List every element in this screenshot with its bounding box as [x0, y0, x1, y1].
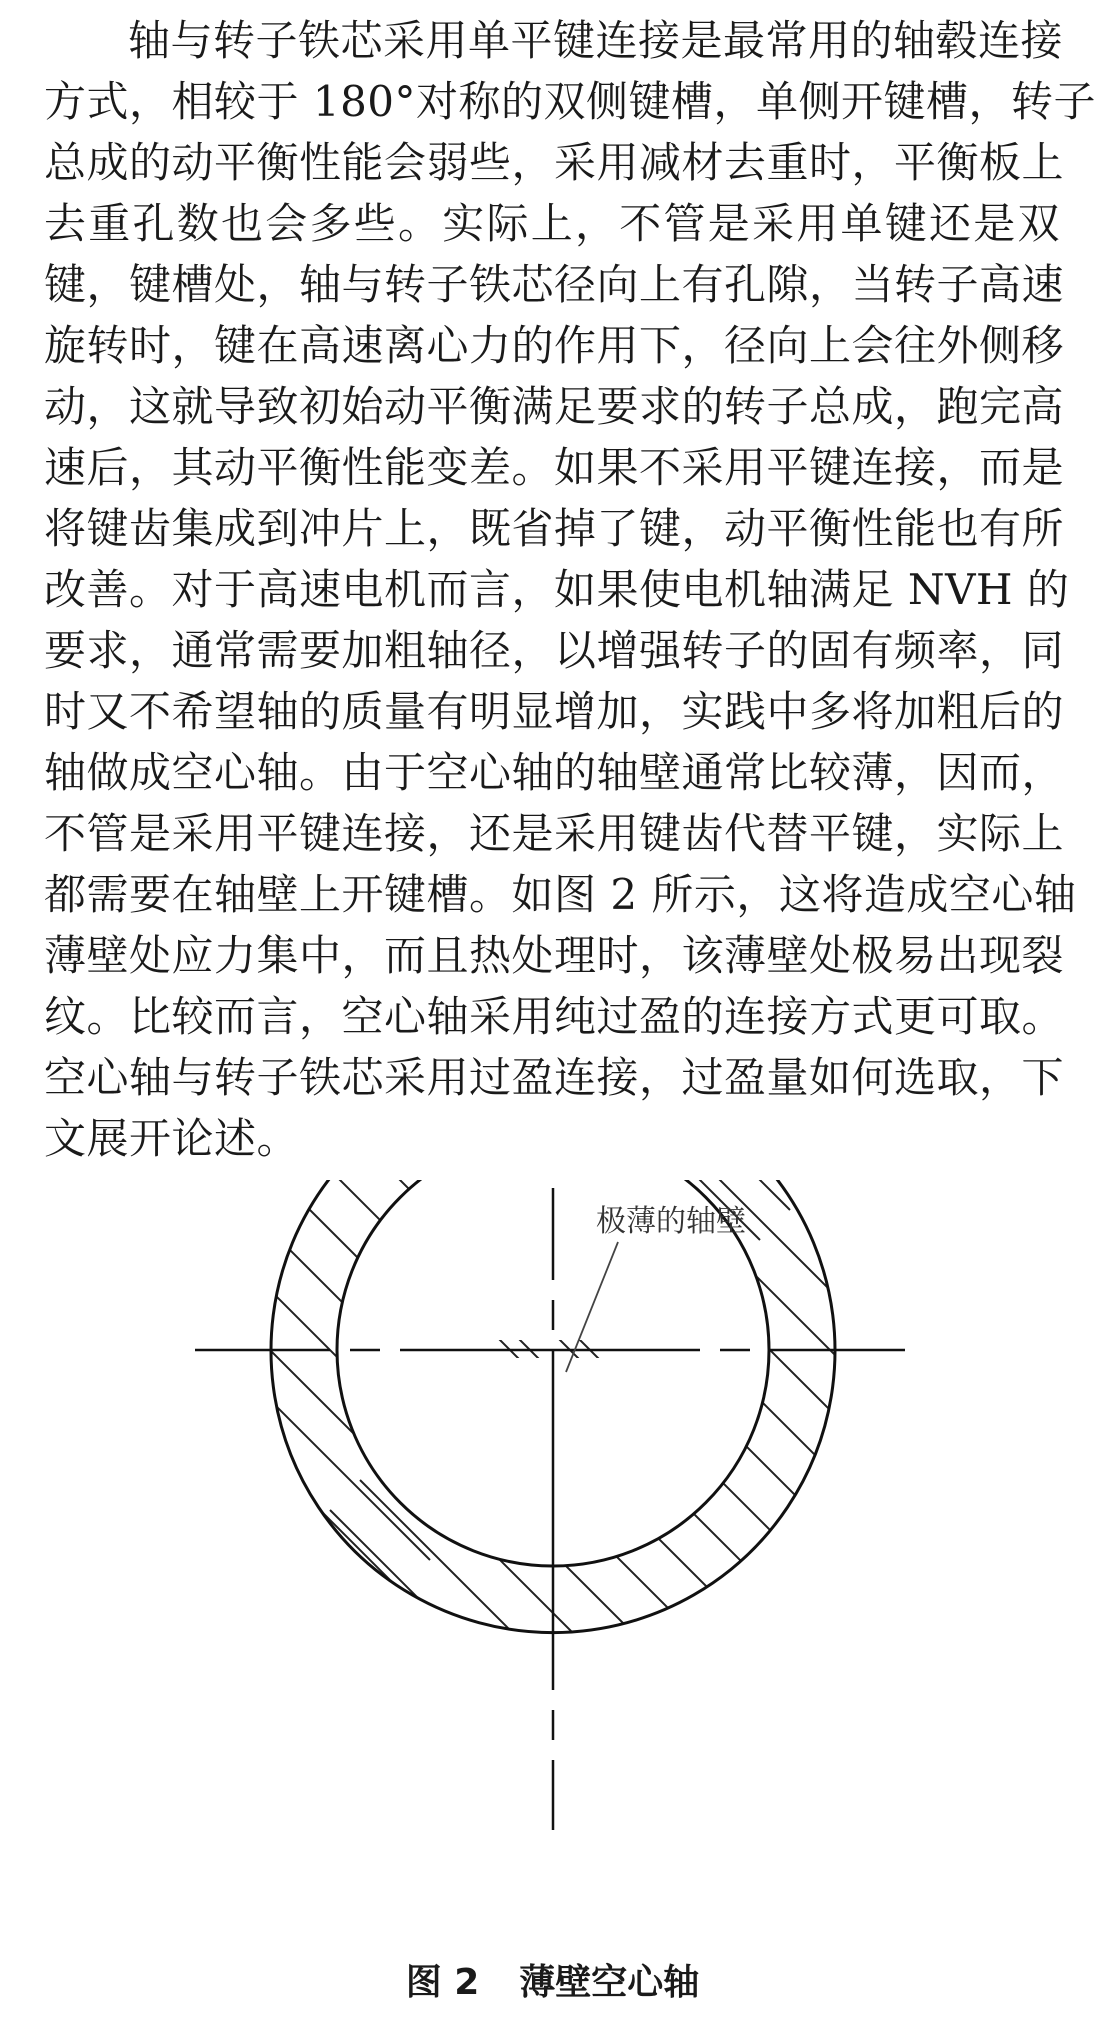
paragraph-line: 方式，相较于 180°对称的双侧键槽，单侧开键槽，转子	[44, 77, 1097, 126]
paragraph-line: 薄壁处应力集中，而且热处理时，该薄壁处极易出现裂	[44, 931, 1065, 980]
paragraph-line: 文展开论述。	[44, 1114, 300, 1163]
paragraph-line: 空心轴与转子铁芯采用过盈连接，过盈量如何选取，下	[44, 1053, 1065, 1102]
paragraph-line: 动，这就导致初始动平衡满足要求的转子总成，跑完高	[44, 382, 1065, 431]
paragraph-line: 时又不希望轴的质量有明显增加，实践中多将加粗后的	[44, 687, 1065, 736]
paragraph-line: 改善。对于高速电机而言，如果使电机轴满足 NVH 的	[44, 565, 1070, 614]
hollow-shaft-figure	[0, 1180, 1105, 1960]
paragraph-line: 轴与转子铁芯采用单平键连接是最常用的轴毂连接	[128, 16, 1064, 65]
paragraph-line: 键，键槽处，轴与转子铁芯径向上有孔隙，当转子高速	[44, 260, 1065, 309]
figure-number: 图 2	[405, 1962, 480, 2003]
paragraph-line: 总成的动平衡性能会弱些，采用减材去重时，平衡板上	[44, 138, 1065, 187]
paragraph-line: 轴做成空心轴。由于空心轴的轴壁通常比较薄，因而，	[44, 748, 1065, 797]
paragraph-line: 将键齿集成到冲片上，既省掉了键，动平衡性能也有所	[44, 504, 1065, 553]
paragraph-line: 要求，通常需要加粗轴径，以增强转子的固有频率，同	[44, 626, 1065, 675]
paragraph-line: 不管是采用平键连接，还是采用键齿代替平键，实际上	[44, 809, 1065, 858]
figure-title: 薄壁空心轴	[519, 1962, 700, 2003]
paragraph-line: 旋转时，键在高速离心力的作用下，径向上会往外侧移	[44, 321, 1065, 370]
figure-caption	[0, 1960, 1105, 2006]
paragraph-line: 去重孔数也会多些。实际上，不管是采用单键还是双	[44, 199, 1060, 248]
body-paragraph	[44, 10, 1097, 1169]
hollow-shaft-drawing	[0, 1180, 1105, 1960]
thin-wall-annotation: 极薄的轴壁	[596, 1204, 746, 1239]
paragraph-line: 速后，其动平衡性能变差。如果不采用平键连接，而是	[44, 443, 1065, 492]
paragraph-line: 都需要在轴壁上开键槽。如图 2 所示，这将造成空心轴	[44, 870, 1077, 919]
paragraph-line: 纹。比较而言，空心轴采用纯过盈的连接方式更可取。	[44, 992, 1065, 1041]
section-hatching	[170, 1180, 1010, 1890]
